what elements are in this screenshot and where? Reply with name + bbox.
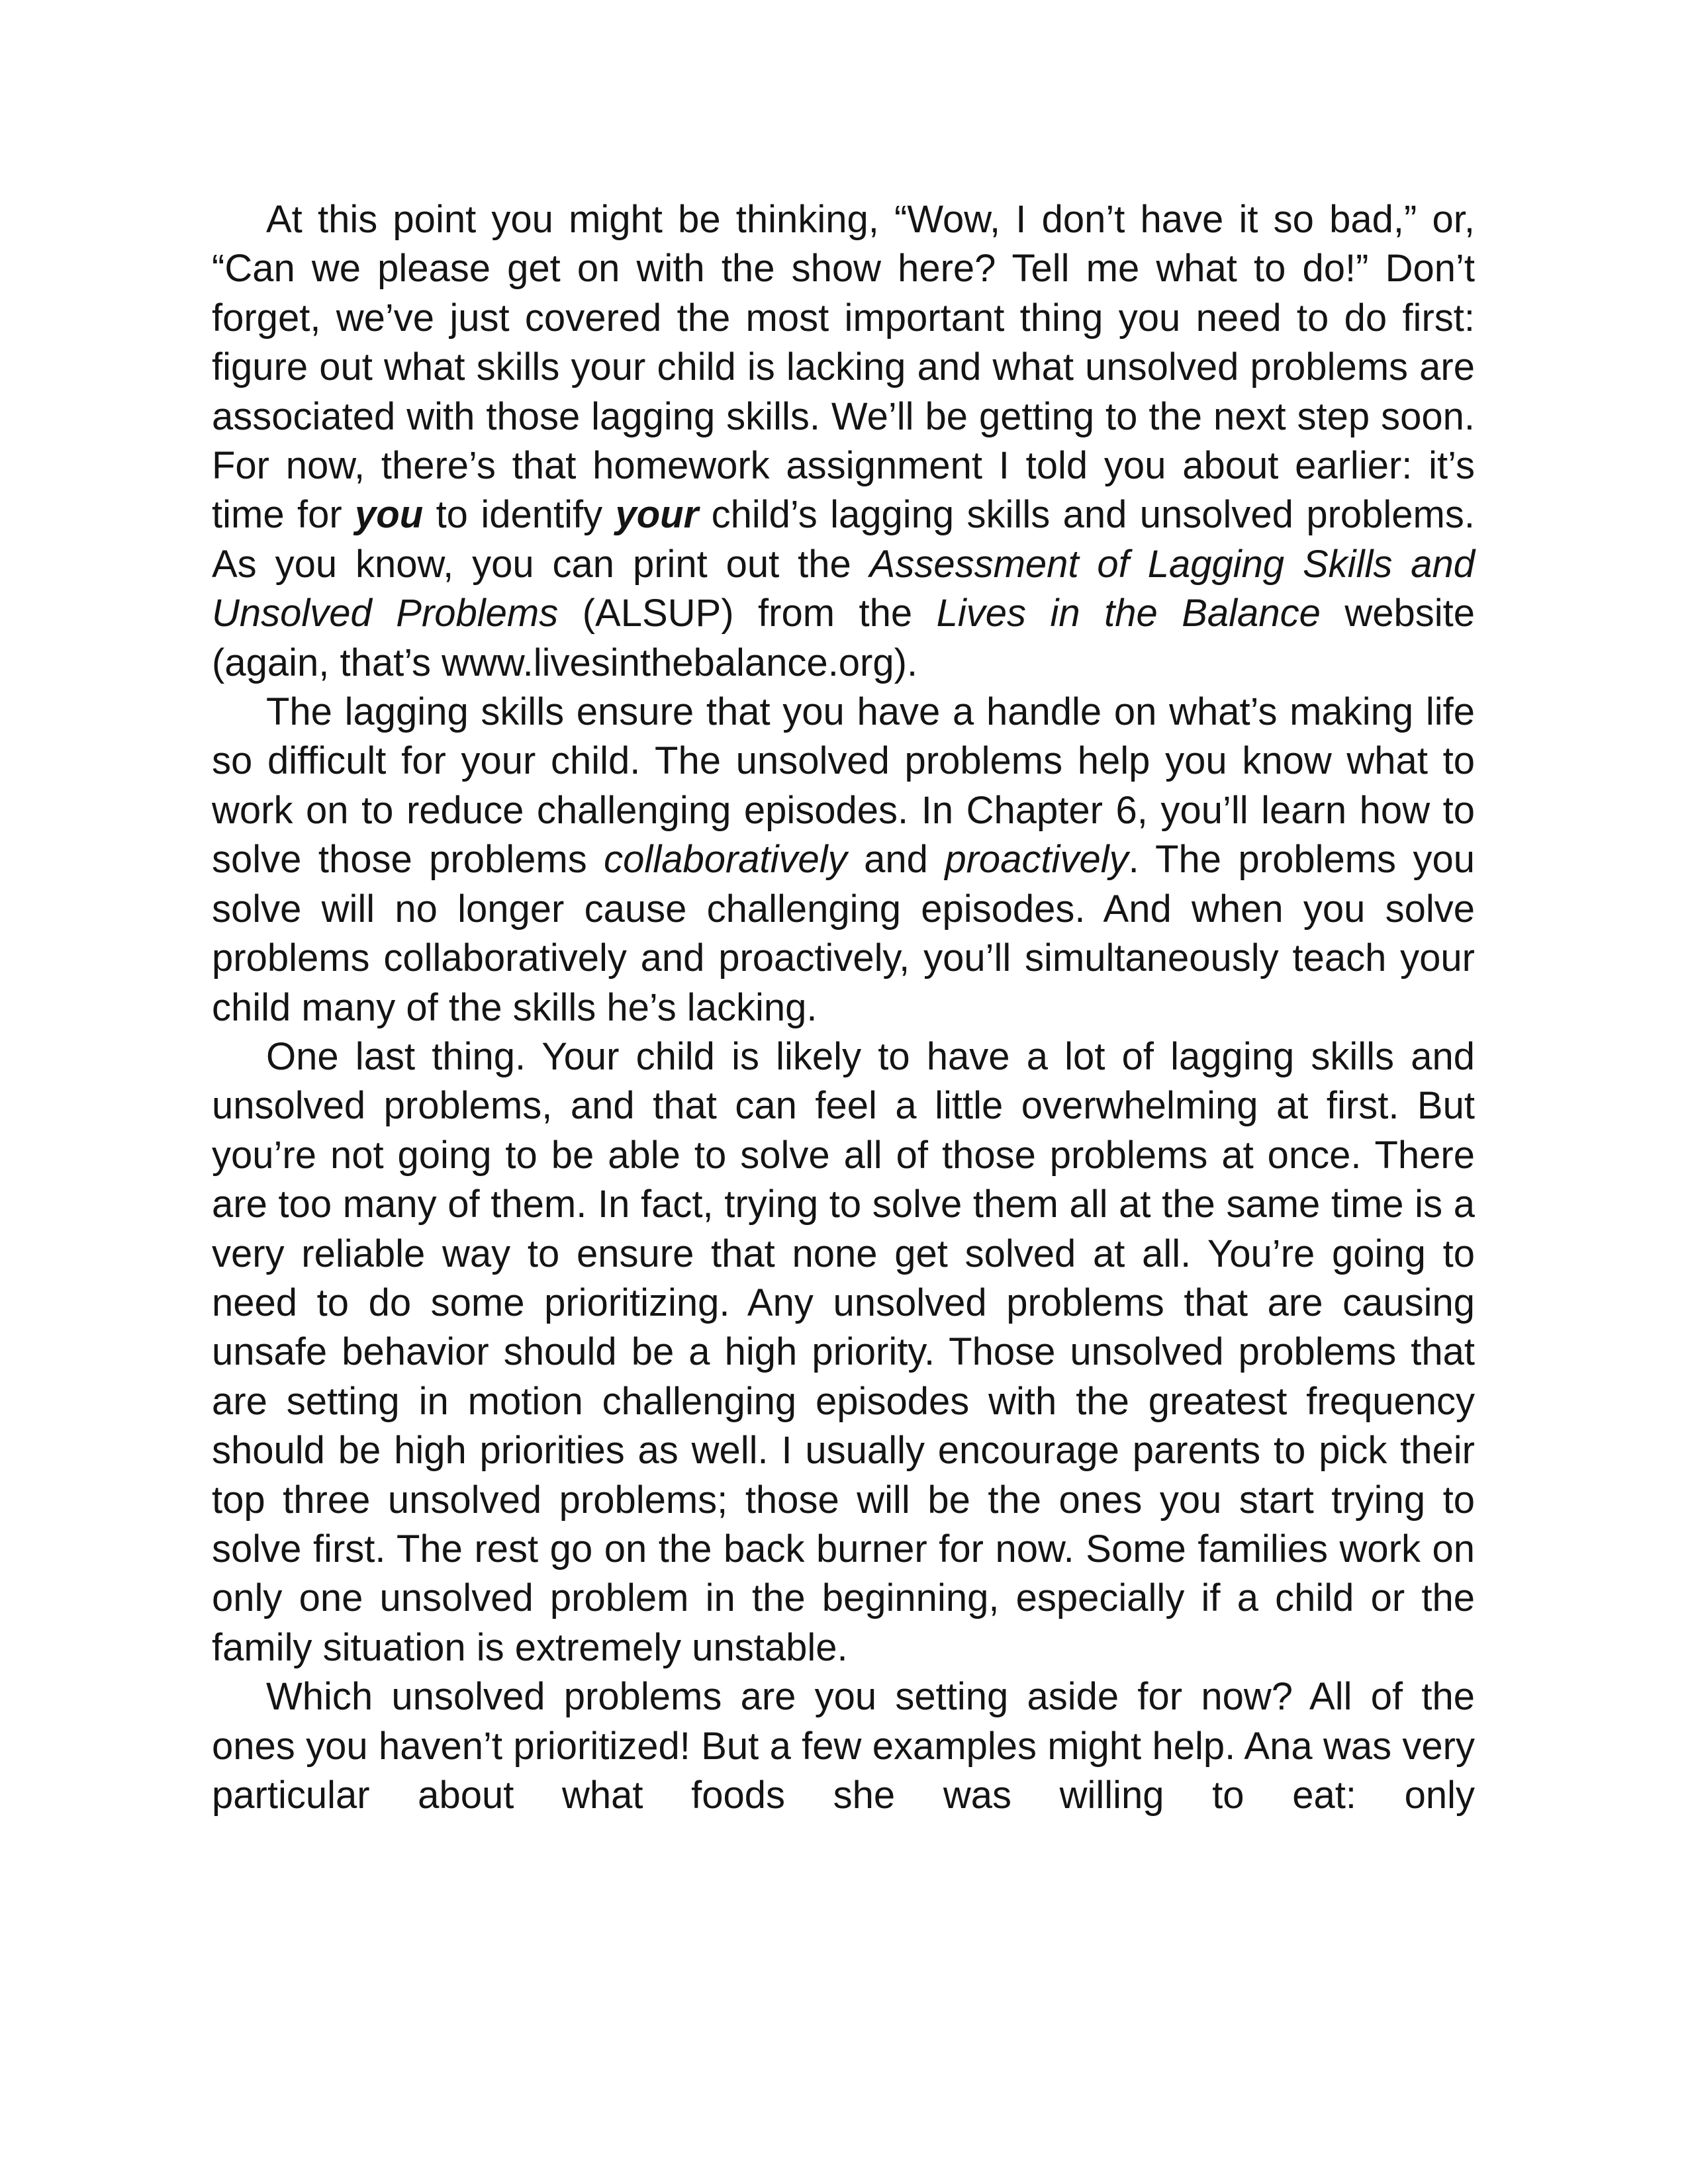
italic-assessment-title: Assessment of Lagging Skills and Unsolved Problems — [212, 542, 1475, 635]
text-segment: Which unsolved problems are you setting aside for now? All of the ones you haven’t prioritized! But a few examples might help. Ana was very particular about what foods she was willing to eat: only — [212, 1675, 1475, 1817]
paragraph-4 — [212, 1672, 1475, 1820]
italic-proactively: proactively — [945, 838, 1129, 882]
text-segment: At this point you might be thinking, “Wow, I don’t have it so bad,” or, “Can we please get on with the show here? Tell me what to do!” Don’t forget, we’ve just covered the most important thing you need to do first: figure out what skills your child is lacking and what unsolved problems are associated with those lagging skills. We’ll be getting to the next step soon. For now, there’s that homework assignment I told you about earlier: it’s time for — [212, 198, 1475, 537]
emphasis-you: you — [355, 493, 424, 537]
emphasis-your: your — [615, 493, 699, 537]
body-text — [212, 195, 1475, 1820]
text-segment: child’s lagging skills and unsolved problems. As you know, you can print out the — [212, 493, 1475, 586]
text-segment: The lagging skills ensure that you have a handle on what’s making life so difficult for your child. The unsolved problems help you know what to work on to reduce challenging episodes. In Chapter 6, you’ll learn how to solve those problems — [212, 690, 1475, 882]
italic-collaboratively: collaboratively — [604, 838, 847, 882]
paragraph-2 — [212, 688, 1475, 1032]
text-segment: and — [847, 838, 945, 882]
paragraph-1 — [212, 195, 1475, 688]
text-segment: (ALSUP) from the — [558, 592, 937, 635]
text-segment: to identify — [423, 493, 616, 537]
text-segment: . The problems you solve will no longer cause challenging episodes. And when you solve problems collaboratively and proactively, you’ll simultaneously teach your child many of the skills he’s lacking. — [212, 838, 1475, 1029]
paragraph-3 — [212, 1032, 1475, 1672]
italic-website-name: Lives in the Balance — [936, 592, 1321, 635]
text-segment: website (again, that’s www.livesinthebalance.org). — [212, 592, 1475, 684]
text-segment: One last thing. Your child is likely to have a lot of lagging skills and unsolved problems, and that can feel a little overwhelming at first. But you’re not going to be able to solve all of those problems at once. There are too many of them. In fact, trying to solve them all at the same time is a very reliable way to ensure that none get solved at all. You’re going to need to do some prioritizing. Any unsolved problems that are causing unsafe behavior should be a high priority. Those unsolved problems that are setting in motion challenging episodes with the greatest frequency should be high priorities as well. I usually encourage parents to pick their top three unsolved problems; those will be the ones you start trying to solve first. The rest go on the back burner for now. Some families work on only one unsolved problem in the beginning, especially if a child or the family situation is extremely unstable. — [212, 1034, 1475, 1669]
